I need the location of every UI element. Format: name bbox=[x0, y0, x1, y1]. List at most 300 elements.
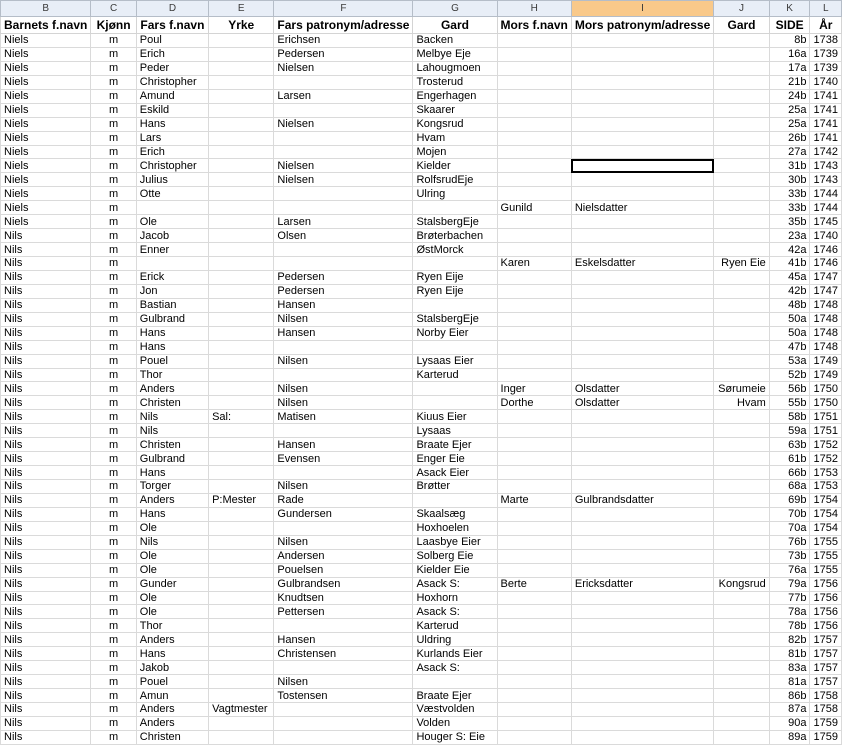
cell-page[interactable]: 17a bbox=[769, 61, 810, 75]
cell-mother-name[interactable] bbox=[497, 270, 571, 284]
cell-gender[interactable]: m bbox=[91, 535, 136, 549]
cell-mother-name[interactable] bbox=[497, 466, 571, 480]
cell-mother-name[interactable] bbox=[497, 675, 571, 689]
cell-mother-patronym[interactable] bbox=[571, 75, 713, 89]
cell-gender[interactable]: m bbox=[91, 647, 136, 661]
cell-mother-patronym[interactable] bbox=[571, 326, 713, 340]
cell-father-name[interactable]: Hans bbox=[136, 326, 208, 340]
cell-mother-name[interactable] bbox=[497, 34, 571, 48]
cell-farm[interactable]: Enger Eie bbox=[413, 452, 497, 466]
cell-mother-farm[interactable]: Hvam bbox=[714, 396, 770, 410]
cell-page[interactable]: 77b bbox=[769, 591, 810, 605]
cell-mother-patronym[interactable] bbox=[571, 243, 713, 257]
cell-child-name[interactable]: Nils bbox=[1, 466, 91, 480]
cell-mother-patronym[interactable] bbox=[571, 605, 713, 619]
cell-farm[interactable]: Ulring bbox=[413, 187, 497, 201]
cell-father-patronym[interactable]: Pettersen bbox=[274, 605, 413, 619]
cell-occupation[interactable] bbox=[209, 605, 274, 619]
cell-page[interactable]: 33b bbox=[769, 187, 810, 201]
cell-gender[interactable]: m bbox=[91, 368, 136, 382]
cell-father-name[interactable]: Jacob bbox=[136, 229, 208, 243]
cell-year[interactable]: 1749 bbox=[810, 354, 842, 368]
cell-child-name[interactable]: Niels bbox=[1, 117, 91, 131]
cell-year[interactable]: 1743 bbox=[810, 173, 842, 187]
cell-year[interactable]: 1742 bbox=[810, 145, 842, 159]
cell-mother-farm[interactable] bbox=[714, 633, 770, 647]
cell-year[interactable]: 1757 bbox=[810, 675, 842, 689]
cell-gender[interactable]: m bbox=[91, 730, 136, 744]
cell-gender[interactable]: m bbox=[91, 549, 136, 563]
header-cell-father-name[interactable]: Fars f.navn bbox=[136, 17, 208, 34]
cell-occupation[interactable] bbox=[209, 340, 274, 354]
cell-occupation[interactable] bbox=[209, 730, 274, 744]
cell-page[interactable]: 70a bbox=[769, 521, 810, 535]
cell-occupation[interactable] bbox=[209, 34, 274, 48]
cell-farm[interactable]: Hvam bbox=[413, 131, 497, 145]
cell-page[interactable]: 89a bbox=[769, 730, 810, 744]
cell-occupation[interactable] bbox=[209, 591, 274, 605]
cell-gender[interactable]: m bbox=[91, 354, 136, 368]
cell-father-name[interactable]: Erich bbox=[136, 145, 208, 159]
cell-occupation[interactable] bbox=[209, 577, 274, 591]
cell-mother-patronym[interactable] bbox=[571, 173, 713, 187]
cell-occupation[interactable] bbox=[209, 284, 274, 298]
cell-year[interactable]: 1744 bbox=[810, 187, 842, 201]
cell-page[interactable]: 8b bbox=[769, 34, 810, 48]
cell-year[interactable]: 1741 bbox=[810, 131, 842, 145]
cell-father-patronym[interactable]: Pedersen bbox=[274, 284, 413, 298]
cell-gender[interactable]: m bbox=[91, 34, 136, 48]
column-header-l[interactable]: L bbox=[810, 1, 842, 17]
cell-occupation[interactable] bbox=[209, 270, 274, 284]
cell-mother-name[interactable] bbox=[497, 187, 571, 201]
cell-mother-patronym[interactable] bbox=[571, 270, 713, 284]
cell-page[interactable]: 83a bbox=[769, 661, 810, 675]
cell-gender[interactable]: m bbox=[91, 605, 136, 619]
cell-gender[interactable]: m bbox=[91, 521, 136, 535]
cell-child-name[interactable]: Nils bbox=[1, 480, 91, 494]
cell-mother-name[interactable] bbox=[497, 521, 571, 535]
cell-mother-farm[interactable] bbox=[714, 716, 770, 730]
cell-mother-patronym[interactable] bbox=[571, 61, 713, 75]
cell-page[interactable]: 82b bbox=[769, 633, 810, 647]
cell-father-name[interactable]: Ole bbox=[136, 549, 208, 563]
column-header-h[interactable]: H bbox=[497, 1, 571, 17]
cell-father-name[interactable]: Ole bbox=[136, 605, 208, 619]
cell-mother-name[interactable] bbox=[497, 368, 571, 382]
cell-father-name[interactable]: Anders bbox=[136, 633, 208, 647]
header-cell-child-name[interactable]: Barnets f.navn bbox=[1, 17, 91, 34]
cell-page[interactable]: 16a bbox=[769, 47, 810, 61]
cell-father-patronym[interactable]: Nilsen bbox=[274, 312, 413, 326]
cell-mother-name[interactable] bbox=[497, 89, 571, 103]
cell-farm[interactable] bbox=[413, 382, 497, 396]
cell-page[interactable]: 42a bbox=[769, 243, 810, 257]
cell-farm[interactable] bbox=[413, 493, 497, 507]
cell-mother-name[interactable] bbox=[497, 716, 571, 730]
cell-gender[interactable]: m bbox=[91, 243, 136, 257]
cell-father-patronym[interactable] bbox=[274, 466, 413, 480]
cell-farm[interactable] bbox=[413, 340, 497, 354]
cell-year[interactable]: 1754 bbox=[810, 507, 842, 521]
cell-mother-patronym[interactable]: Gulbrandsdatter bbox=[571, 493, 713, 507]
cell-farm[interactable]: StalsbergEje bbox=[413, 312, 497, 326]
column-header-d[interactable]: D bbox=[136, 1, 208, 17]
cell-gender[interactable]: m bbox=[91, 326, 136, 340]
cell-mother-name[interactable] bbox=[497, 298, 571, 312]
cell-child-name[interactable]: Niels bbox=[1, 47, 91, 61]
cell-mother-farm[interactable] bbox=[714, 521, 770, 535]
cell-mother-name[interactable] bbox=[497, 145, 571, 159]
cell-page[interactable]: 63b bbox=[769, 438, 810, 452]
header-cell-year[interactable]: År bbox=[810, 17, 842, 34]
cell-occupation[interactable] bbox=[209, 368, 274, 382]
cell-year[interactable]: 1747 bbox=[810, 270, 842, 284]
cell-mother-name[interactable] bbox=[497, 507, 571, 521]
cell-child-name[interactable]: Niels bbox=[1, 75, 91, 89]
cell-farm[interactable]: Trosterud bbox=[413, 75, 497, 89]
cell-gender[interactable]: m bbox=[91, 424, 136, 438]
cell-occupation[interactable] bbox=[209, 633, 274, 647]
cell-child-name[interactable]: Nils bbox=[1, 438, 91, 452]
header-cell-farm[interactable]: Gard bbox=[413, 17, 497, 34]
cell-farm[interactable]: Engerhagen bbox=[413, 89, 497, 103]
cell-gender[interactable]: m bbox=[91, 675, 136, 689]
cell-father-patronym[interactable] bbox=[274, 661, 413, 675]
cell-mother-patronym[interactable] bbox=[571, 716, 713, 730]
cell-child-name[interactable]: Nils bbox=[1, 368, 91, 382]
cell-occupation[interactable] bbox=[209, 535, 274, 549]
cell-mother-farm[interactable] bbox=[714, 89, 770, 103]
cell-father-name[interactable]: Torger bbox=[136, 480, 208, 494]
cell-father-name[interactable]: Christopher bbox=[136, 159, 208, 173]
cell-occupation[interactable] bbox=[209, 75, 274, 89]
cell-father-patronym[interactable]: Nilsen bbox=[274, 535, 413, 549]
cell-child-name[interactable]: Niels bbox=[1, 145, 91, 159]
cell-occupation[interactable]: Vagtmester bbox=[209, 703, 274, 717]
cell-farm[interactable]: Houger S: Eie bbox=[413, 730, 497, 744]
cell-year[interactable]: 1738 bbox=[810, 34, 842, 48]
cell-page[interactable]: 24b bbox=[769, 89, 810, 103]
cell-year[interactable]: 1749 bbox=[810, 368, 842, 382]
cell-mother-farm[interactable] bbox=[714, 480, 770, 494]
cell-father-name[interactable]: Nils bbox=[136, 424, 208, 438]
cell-occupation[interactable] bbox=[209, 689, 274, 703]
cell-mother-patronym[interactable]: Olsdatter bbox=[571, 382, 713, 396]
cell-page[interactable]: 69b bbox=[769, 493, 810, 507]
cell-page[interactable]: 87a bbox=[769, 703, 810, 717]
cell-mother-patronym[interactable] bbox=[571, 563, 713, 577]
cell-year[interactable]: 1739 bbox=[810, 61, 842, 75]
cell-father-name[interactable]: Ole bbox=[136, 563, 208, 577]
cell-farm[interactable] bbox=[413, 257, 497, 271]
cell-year[interactable]: 1745 bbox=[810, 215, 842, 229]
cell-mother-patronym[interactable]: Ericksdatter bbox=[571, 577, 713, 591]
cell-gender[interactable]: m bbox=[91, 466, 136, 480]
cell-father-name[interactable]: Ole bbox=[136, 215, 208, 229]
cell-farm[interactable]: Asack Eier bbox=[413, 466, 497, 480]
cell-mother-name[interactable] bbox=[497, 689, 571, 703]
cell-mother-farm[interactable] bbox=[714, 507, 770, 521]
cell-farm[interactable]: Asack S: bbox=[413, 605, 497, 619]
cell-farm[interactable]: Braate Ejer bbox=[413, 438, 497, 452]
cell-mother-name[interactable] bbox=[497, 619, 571, 633]
cell-mother-name[interactable] bbox=[497, 633, 571, 647]
cell-father-name[interactable]: Peder bbox=[136, 61, 208, 75]
header-cell-mother-name[interactable]: Mors f.navn bbox=[497, 17, 571, 34]
cell-farm[interactable]: Asack S: bbox=[413, 577, 497, 591]
cell-year[interactable]: 1746 bbox=[810, 243, 842, 257]
cell-occupation[interactable] bbox=[209, 298, 274, 312]
cell-child-name[interactable]: Nils bbox=[1, 689, 91, 703]
cell-page[interactable]: 45a bbox=[769, 270, 810, 284]
cell-year[interactable]: 1758 bbox=[810, 689, 842, 703]
cell-mother-patronym[interactable] bbox=[571, 103, 713, 117]
cell-gender[interactable]: m bbox=[91, 577, 136, 591]
cell-father-patronym[interactable]: Nielsen bbox=[274, 117, 413, 131]
cell-mother-farm[interactable] bbox=[714, 340, 770, 354]
cell-page[interactable]: 50a bbox=[769, 312, 810, 326]
cell-father-patronym[interactable]: Larsen bbox=[274, 215, 413, 229]
cell-mother-farm[interactable] bbox=[714, 131, 770, 145]
cell-gender[interactable]: m bbox=[91, 563, 136, 577]
cell-page[interactable]: 35b bbox=[769, 215, 810, 229]
cell-year[interactable]: 1748 bbox=[810, 326, 842, 340]
cell-child-name[interactable]: Nils bbox=[1, 410, 91, 424]
cell-child-name[interactable]: Nils bbox=[1, 312, 91, 326]
cell-occupation[interactable] bbox=[209, 103, 274, 117]
cell-occupation[interactable] bbox=[209, 326, 274, 340]
cell-year[interactable]: 1748 bbox=[810, 298, 842, 312]
cell-father-name[interactable]: Otte bbox=[136, 187, 208, 201]
cell-child-name[interactable]: Nils bbox=[1, 605, 91, 619]
cell-child-name[interactable]: Nils bbox=[1, 549, 91, 563]
cell-occupation[interactable] bbox=[209, 716, 274, 730]
cell-year[interactable]: 1756 bbox=[810, 591, 842, 605]
cell-occupation[interactable] bbox=[209, 215, 274, 229]
cell-mother-name[interactable] bbox=[497, 647, 571, 661]
cell-child-name[interactable]: Nils bbox=[1, 452, 91, 466]
cell-father-patronym[interactable]: Gundersen bbox=[274, 507, 413, 521]
cell-mother-patronym[interactable] bbox=[571, 507, 713, 521]
cell-occupation[interactable] bbox=[209, 675, 274, 689]
cell-father-patronym[interactable]: Nilsen bbox=[274, 480, 413, 494]
cell-child-name[interactable]: Nils bbox=[1, 535, 91, 549]
cell-father-patronym[interactable]: Nielsen bbox=[274, 159, 413, 173]
cell-gender[interactable]: m bbox=[91, 284, 136, 298]
cell-mother-name[interactable] bbox=[497, 75, 571, 89]
cell-mother-patronym[interactable] bbox=[571, 675, 713, 689]
cell-farm[interactable] bbox=[413, 201, 497, 215]
cell-occupation[interactable] bbox=[209, 243, 274, 257]
cell-occupation[interactable] bbox=[209, 145, 274, 159]
cell-father-patronym[interactable] bbox=[274, 730, 413, 744]
cell-mother-patronym[interactable] bbox=[571, 284, 713, 298]
cell-mother-name[interactable] bbox=[497, 703, 571, 717]
cell-gender[interactable]: m bbox=[91, 312, 136, 326]
cell-child-name[interactable]: Nils bbox=[1, 675, 91, 689]
cell-farm[interactable]: Kiuus Eier bbox=[413, 410, 497, 424]
cell-father-name[interactable]: Amun bbox=[136, 689, 208, 703]
cell-father-name[interactable]: Thor bbox=[136, 619, 208, 633]
cell-father-patronym[interactable]: Hansen bbox=[274, 438, 413, 452]
cell-mother-farm[interactable] bbox=[714, 187, 770, 201]
cell-father-patronym[interactable]: Knudtsen bbox=[274, 591, 413, 605]
cell-father-name[interactable]: Anders bbox=[136, 493, 208, 507]
cell-occupation[interactable]: P:Mester bbox=[209, 493, 274, 507]
cell-child-name[interactable]: Niels bbox=[1, 173, 91, 187]
cell-gender[interactable]: m bbox=[91, 270, 136, 284]
cell-page[interactable]: 23a bbox=[769, 229, 810, 243]
cell-farm[interactable]: StalsbergEje bbox=[413, 215, 497, 229]
cell-mother-patronym[interactable] bbox=[571, 215, 713, 229]
cell-child-name[interactable]: Nils bbox=[1, 493, 91, 507]
cell-year[interactable]: 1757 bbox=[810, 647, 842, 661]
cell-mother-farm[interactable] bbox=[714, 410, 770, 424]
cell-father-name[interactable]: Enner bbox=[136, 243, 208, 257]
cell-father-name[interactable]: Hans bbox=[136, 507, 208, 521]
cell-occupation[interactable] bbox=[209, 661, 274, 675]
cell-father-patronym[interactable] bbox=[274, 424, 413, 438]
cell-page[interactable]: 42b bbox=[769, 284, 810, 298]
cell-year[interactable]: 1750 bbox=[810, 382, 842, 396]
cell-gender[interactable]: m bbox=[91, 507, 136, 521]
cell-father-patronym[interactable]: Hansen bbox=[274, 633, 413, 647]
cell-page[interactable]: 81b bbox=[769, 647, 810, 661]
cell-mother-patronym[interactable] bbox=[571, 145, 713, 159]
cell-page[interactable]: 56b bbox=[769, 382, 810, 396]
cell-occupation[interactable] bbox=[209, 159, 274, 173]
cell-gender[interactable]: m bbox=[91, 145, 136, 159]
cell-occupation[interactable] bbox=[209, 647, 274, 661]
cell-child-name[interactable]: Nils bbox=[1, 298, 91, 312]
cell-mother-name[interactable] bbox=[497, 117, 571, 131]
cell-farm[interactable] bbox=[413, 298, 497, 312]
cell-mother-farm[interactable] bbox=[714, 689, 770, 703]
cell-page[interactable]: 73b bbox=[769, 549, 810, 563]
cell-year[interactable]: 1754 bbox=[810, 521, 842, 535]
cell-gender[interactable]: m bbox=[91, 131, 136, 145]
cell-mother-patronym[interactable] bbox=[571, 480, 713, 494]
cell-child-name[interactable]: Niels bbox=[1, 187, 91, 201]
cell-farm[interactable]: Ryen Eije bbox=[413, 270, 497, 284]
cell-child-name[interactable]: Nils bbox=[1, 507, 91, 521]
cell-mother-patronym[interactable] bbox=[571, 591, 713, 605]
cell-gender[interactable]: m bbox=[91, 340, 136, 354]
cell-child-name[interactable]: Niels bbox=[1, 103, 91, 117]
cell-year[interactable]: 1759 bbox=[810, 730, 842, 744]
cell-mother-farm[interactable] bbox=[714, 493, 770, 507]
cell-gender[interactable]: m bbox=[91, 229, 136, 243]
cell-page[interactable]: 27a bbox=[769, 145, 810, 159]
cell-year[interactable]: 1739 bbox=[810, 47, 842, 61]
cell-mother-patronym[interactable] bbox=[571, 298, 713, 312]
cell-farm[interactable]: Uldring bbox=[413, 633, 497, 647]
cell-mother-name[interactable] bbox=[497, 354, 571, 368]
cell-farm[interactable]: Norby Eier bbox=[413, 326, 497, 340]
column-header-g[interactable]: G bbox=[413, 1, 497, 17]
cell-child-name[interactable]: Niels bbox=[1, 201, 91, 215]
cell-page[interactable]: 81a bbox=[769, 675, 810, 689]
cell-mother-name[interactable] bbox=[497, 173, 571, 187]
cell-child-name[interactable]: Nils bbox=[1, 577, 91, 591]
cell-gender[interactable]: m bbox=[91, 173, 136, 187]
cell-mother-name[interactable] bbox=[497, 730, 571, 744]
cell-father-patronym[interactable]: Olsen bbox=[274, 229, 413, 243]
cell-farm[interactable]: Kielder bbox=[413, 159, 497, 173]
cell-mother-name[interactable] bbox=[497, 661, 571, 675]
cell-mother-patronym[interactable] bbox=[571, 549, 713, 563]
cell-child-name[interactable]: Nils bbox=[1, 382, 91, 396]
cell-mother-name[interactable] bbox=[497, 452, 571, 466]
cell-mother-farm[interactable] bbox=[714, 34, 770, 48]
cell-father-patronym[interactable]: Pouelsen bbox=[274, 563, 413, 577]
cell-farm[interactable] bbox=[413, 675, 497, 689]
cell-farm[interactable] bbox=[413, 396, 497, 410]
column-header-j[interactable]: J bbox=[714, 1, 770, 17]
cell-year[interactable]: 1751 bbox=[810, 424, 842, 438]
cell-gender[interactable]: m bbox=[91, 382, 136, 396]
cell-page[interactable]: 58b bbox=[769, 410, 810, 424]
cell-mother-name[interactable] bbox=[497, 605, 571, 619]
cell-father-name[interactable]: Christopher bbox=[136, 75, 208, 89]
cell-father-name[interactable] bbox=[136, 201, 208, 215]
cell-mother-patronym[interactable] bbox=[571, 34, 713, 48]
cell-father-name[interactable]: Pouel bbox=[136, 675, 208, 689]
cell-child-name[interactable]: Niels bbox=[1, 215, 91, 229]
cell-page[interactable]: 90a bbox=[769, 716, 810, 730]
cell-mother-name[interactable] bbox=[497, 340, 571, 354]
cell-mother-farm[interactable] bbox=[714, 466, 770, 480]
cell-father-name[interactable]: Christen bbox=[136, 396, 208, 410]
cell-mother-farm[interactable] bbox=[714, 284, 770, 298]
cell-year[interactable]: 1752 bbox=[810, 438, 842, 452]
cell-year[interactable]: 1755 bbox=[810, 535, 842, 549]
cell-father-patronym[interactable] bbox=[274, 340, 413, 354]
cell-occupation[interactable] bbox=[209, 312, 274, 326]
cell-page[interactable]: 31b bbox=[769, 159, 810, 173]
cell-child-name[interactable]: Nils bbox=[1, 326, 91, 340]
cell-father-name[interactable]: Erich bbox=[136, 47, 208, 61]
cell-father-patronym[interactable] bbox=[274, 716, 413, 730]
cell-father-name[interactable]: Bastian bbox=[136, 298, 208, 312]
cell-father-name[interactable]: Ole bbox=[136, 591, 208, 605]
cell-child-name[interactable]: Nils bbox=[1, 730, 91, 744]
cell-page[interactable]: 79a bbox=[769, 577, 810, 591]
cell-mother-patronym[interactable] bbox=[571, 368, 713, 382]
cell-gender[interactable]: m bbox=[91, 619, 136, 633]
cell-gender[interactable]: m bbox=[91, 493, 136, 507]
cell-mother-farm[interactable] bbox=[714, 354, 770, 368]
cell-gender[interactable]: m bbox=[91, 215, 136, 229]
cell-farm[interactable]: Melbye Eje bbox=[413, 47, 497, 61]
cell-mother-patronym[interactable] bbox=[571, 633, 713, 647]
cell-father-patronym[interactable]: Nilsen bbox=[274, 675, 413, 689]
cell-child-name[interactable]: Niels bbox=[1, 89, 91, 103]
header-cell-page[interactable]: SIDE bbox=[769, 17, 810, 34]
cell-father-name[interactable]: Poul bbox=[136, 34, 208, 48]
cell-mother-patronym[interactable] bbox=[571, 340, 713, 354]
cell-farm[interactable]: Brøtter bbox=[413, 480, 497, 494]
cell-gender[interactable]: m bbox=[91, 591, 136, 605]
cell-mother-patronym[interactable] bbox=[571, 647, 713, 661]
cell-year[interactable]: 1755 bbox=[810, 549, 842, 563]
cell-farm[interactable]: Skaalsæg bbox=[413, 507, 497, 521]
cell-mother-name[interactable]: Inger bbox=[497, 382, 571, 396]
cell-year[interactable]: 1744 bbox=[810, 201, 842, 215]
cell-child-name[interactable]: Nils bbox=[1, 521, 91, 535]
cell-farm[interactable]: Solberg Eie bbox=[413, 549, 497, 563]
